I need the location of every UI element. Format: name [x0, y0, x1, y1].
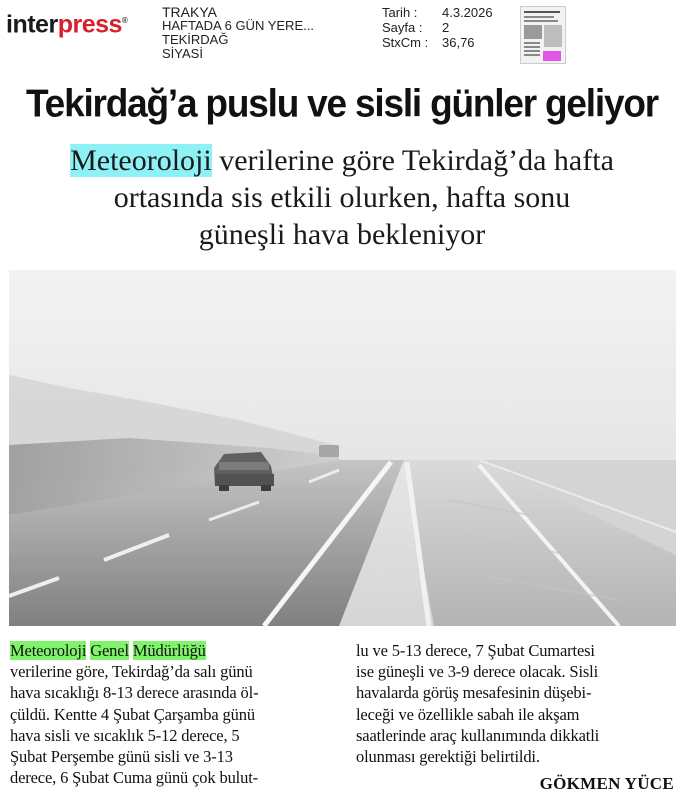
meta-category: SİYASİ — [162, 46, 203, 61]
meta-section: HAFTADA 6 GÜN YERE... — [162, 18, 314, 33]
page-thumbnail — [520, 6, 566, 64]
body-line: Şubat Perşembe günü sisli ve 3-13 — [10, 747, 233, 767]
subhead-line-1-rest: verilerine göre Tekirdağ’da hafta — [211, 144, 614, 177]
body-column-2 — [356, 640, 678, 767]
meta-stxcm-value: 36,76 — [442, 35, 475, 50]
body-line: hava sıcaklığı 8-13 derece arasında öl- — [10, 683, 259, 703]
meta-page-label: Sayfa : — [382, 20, 423, 35]
logo-registered-mark: ® — [121, 16, 128, 25]
body-highlight-mudurlugu: Müdürlüğü — [132, 641, 206, 660]
body-line: hava sisli ve sıcaklık 5-12 derece, 5 — [10, 725, 240, 745]
article-headline: Tekirdağ’a puslu ve sisli günler geliyor — [26, 81, 658, 126]
body-line: saatlerinde araç kullanımında dikkatli — [356, 725, 600, 745]
interpress-logo — [6, 6, 127, 39]
subhead-highlight: Meteoroloji — [70, 144, 212, 177]
body-line: ise güneşli ve 3-9 derece olacak. Sisli — [356, 662, 599, 682]
body-line: leceği ve özellikle sabah ile akşam — [356, 704, 580, 724]
logo-text-inter: inter — [6, 10, 58, 39]
body-line: olunması gerektiği belirtildi. — [356, 747, 540, 767]
body-line: havalarda görüş mesafesinin düşebi- — [356, 683, 592, 703]
body-line: çüldü. Kentte 4 Şubat Çarşamba günü — [10, 704, 255, 724]
body-line: derece, 6 Şubat Cuma günü çok bulut- — [10, 768, 258, 788]
clip-meta-left — [162, 5, 314, 61]
body-line: verilerine göre, Tekirdağ’da salı günü — [10, 662, 253, 682]
article-byline: GÖKMEN YÜCE — [539, 774, 674, 793]
meta-date-label: Tarih : — [382, 5, 418, 20]
meta-stxcm-label: StxCm : — [382, 35, 429, 50]
logo-text-press: press — [57, 10, 122, 39]
meta-city: TEKİRDAĞ — [162, 32, 229, 47]
body-line-lead — [10, 640, 332, 661]
clip-meta-right — [382, 5, 493, 50]
meta-date-row — [382, 5, 493, 20]
meta-page-row — [382, 20, 493, 35]
subhead-line-3: güneşli hava bekleniyor — [198, 218, 486, 251]
meta-page-value: 2 — [442, 20, 450, 35]
foggy-highway-photo — [9, 270, 676, 626]
body-line: lu ve 5-13 derece, 7 Şubat Cumartesi — [356, 641, 595, 660]
foggy-road-illustration — [9, 270, 676, 626]
body-column-1 — [10, 640, 332, 788]
meta-date-value: 4.3.2026 — [442, 5, 493, 20]
article-subheadline — [10, 142, 674, 253]
body-highlight-genel: Genel — [90, 641, 129, 660]
meta-region: TRAKYA — [162, 4, 217, 20]
subhead-line-1 — [10, 142, 674, 179]
meta-stxcm-row — [382, 35, 493, 50]
body-highlight-meteoroloji: Meteoroloji — [10, 641, 87, 660]
subhead-line-2: ortasında sis etkili olurken, hafta sonu — [113, 181, 571, 214]
